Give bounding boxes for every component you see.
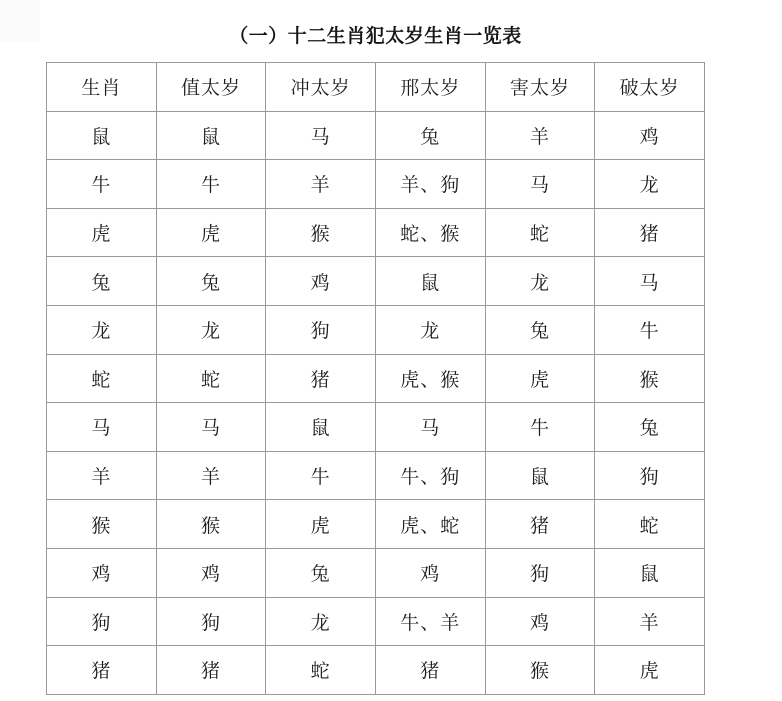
cell-zhi-taisui: 鸡	[156, 548, 266, 597]
cell-zodiac: 羊	[47, 451, 157, 500]
cell-hai-taisui: 羊	[485, 111, 595, 160]
cell-hai-taisui: 兔	[485, 305, 595, 354]
cell-po-taisui: 猪	[595, 208, 705, 257]
cell-chong-taisui: 猴	[266, 208, 376, 257]
cell-chong-taisui: 兔	[266, 548, 376, 597]
cell-zodiac: 龙	[47, 305, 157, 354]
cell-hai-taisui: 牛	[485, 403, 595, 452]
cell-zhi-taisui: 马	[156, 403, 266, 452]
table-row	[47, 451, 705, 500]
table-row	[47, 111, 705, 160]
corner-artifact	[0, 0, 40, 42]
cell-xing-taisui: 蛇、猴	[375, 208, 485, 257]
cell-zodiac: 鼠	[47, 111, 157, 160]
cell-zhi-taisui: 兔	[156, 257, 266, 306]
cell-po-taisui: 鼠	[595, 548, 705, 597]
table-row	[47, 354, 705, 403]
cell-zodiac: 虎	[47, 208, 157, 257]
page-title: （一）十二生肖犯太岁生肖一览表	[229, 26, 522, 47]
cell-hai-taisui: 虎	[485, 354, 595, 403]
cell-hai-taisui: 龙	[485, 257, 595, 306]
table-row	[47, 500, 705, 549]
cell-chong-taisui: 蛇	[266, 646, 376, 695]
cell-zhi-taisui: 羊	[156, 451, 266, 500]
cell-chong-taisui: 龙	[266, 597, 376, 646]
cell-po-taisui: 龙	[595, 160, 705, 209]
table-row	[47, 646, 705, 695]
cell-xing-taisui: 牛、羊	[375, 597, 485, 646]
cell-chong-taisui: 虎	[266, 500, 376, 549]
cell-zhi-taisui: 虎	[156, 208, 266, 257]
cell-zodiac: 兔	[47, 257, 157, 306]
cell-chong-taisui: 羊	[266, 160, 376, 209]
column-header-zodiac: 生肖	[47, 63, 157, 112]
table-body	[47, 111, 705, 694]
table-row	[47, 305, 705, 354]
cell-chong-taisui: 马	[266, 111, 376, 160]
cell-xing-taisui: 猪	[375, 646, 485, 695]
cell-chong-taisui: 鸡	[266, 257, 376, 306]
cell-chong-taisui: 鼠	[266, 403, 376, 452]
cell-po-taisui: 兔	[595, 403, 705, 452]
table-header	[47, 63, 705, 112]
cell-po-taisui: 马	[595, 257, 705, 306]
table-row	[47, 403, 705, 452]
cell-po-taisui: 鸡	[595, 111, 705, 160]
cell-po-taisui: 羊	[595, 597, 705, 646]
cell-chong-taisui: 猪	[266, 354, 376, 403]
cell-zodiac: 猴	[47, 500, 157, 549]
cell-xing-taisui: 虎、蛇	[375, 500, 485, 549]
cell-zhi-taisui: 鼠	[156, 111, 266, 160]
cell-hai-taisui: 狗	[485, 548, 595, 597]
table-row	[47, 597, 705, 646]
taisui-table	[46, 62, 705, 695]
cell-hai-taisui: 猪	[485, 500, 595, 549]
column-header-xing-taisui: 邢太岁	[375, 63, 485, 112]
cell-hai-taisui: 马	[485, 160, 595, 209]
cell-xing-taisui: 虎、猴	[375, 354, 485, 403]
cell-zodiac: 蛇	[47, 354, 157, 403]
cell-xing-taisui: 鸡	[375, 548, 485, 597]
cell-zhi-taisui: 龙	[156, 305, 266, 354]
column-header-zhi-taisui: 值太岁	[156, 63, 266, 112]
cell-po-taisui: 牛	[595, 305, 705, 354]
cell-xing-taisui: 鼠	[375, 257, 485, 306]
cell-zodiac: 牛	[47, 160, 157, 209]
cell-hai-taisui: 鸡	[485, 597, 595, 646]
cell-xing-taisui: 马	[375, 403, 485, 452]
cell-zodiac: 马	[47, 403, 157, 452]
cell-xing-taisui: 牛、狗	[375, 451, 485, 500]
table-row	[47, 257, 705, 306]
cell-hai-taisui: 蛇	[485, 208, 595, 257]
table-row	[47, 160, 705, 209]
cell-zhi-taisui: 猴	[156, 500, 266, 549]
cell-zhi-taisui: 蛇	[156, 354, 266, 403]
table-row	[47, 208, 705, 257]
cell-zodiac: 鸡	[47, 548, 157, 597]
column-header-hai-taisui: 害太岁	[485, 63, 595, 112]
column-header-po-taisui: 破太岁	[595, 63, 705, 112]
cell-chong-taisui: 牛	[266, 451, 376, 500]
cell-zhi-taisui: 猪	[156, 646, 266, 695]
cell-po-taisui: 虎	[595, 646, 705, 695]
cell-xing-taisui: 羊、狗	[375, 160, 485, 209]
cell-chong-taisui: 狗	[266, 305, 376, 354]
table-row	[47, 548, 705, 597]
cell-zhi-taisui: 狗	[156, 597, 266, 646]
cell-po-taisui: 猴	[595, 354, 705, 403]
cell-zhi-taisui: 牛	[156, 160, 266, 209]
cell-hai-taisui: 猴	[485, 646, 595, 695]
cell-xing-taisui: 龙	[375, 305, 485, 354]
cell-zodiac: 猪	[47, 646, 157, 695]
column-header-chong-taisui: 冲太岁	[266, 63, 376, 112]
cell-po-taisui: 蛇	[595, 500, 705, 549]
header-row	[47, 63, 705, 112]
cell-zodiac: 狗	[47, 597, 157, 646]
cell-po-taisui: 狗	[595, 451, 705, 500]
cell-hai-taisui: 鼠	[485, 451, 595, 500]
cell-xing-taisui: 兔	[375, 111, 485, 160]
